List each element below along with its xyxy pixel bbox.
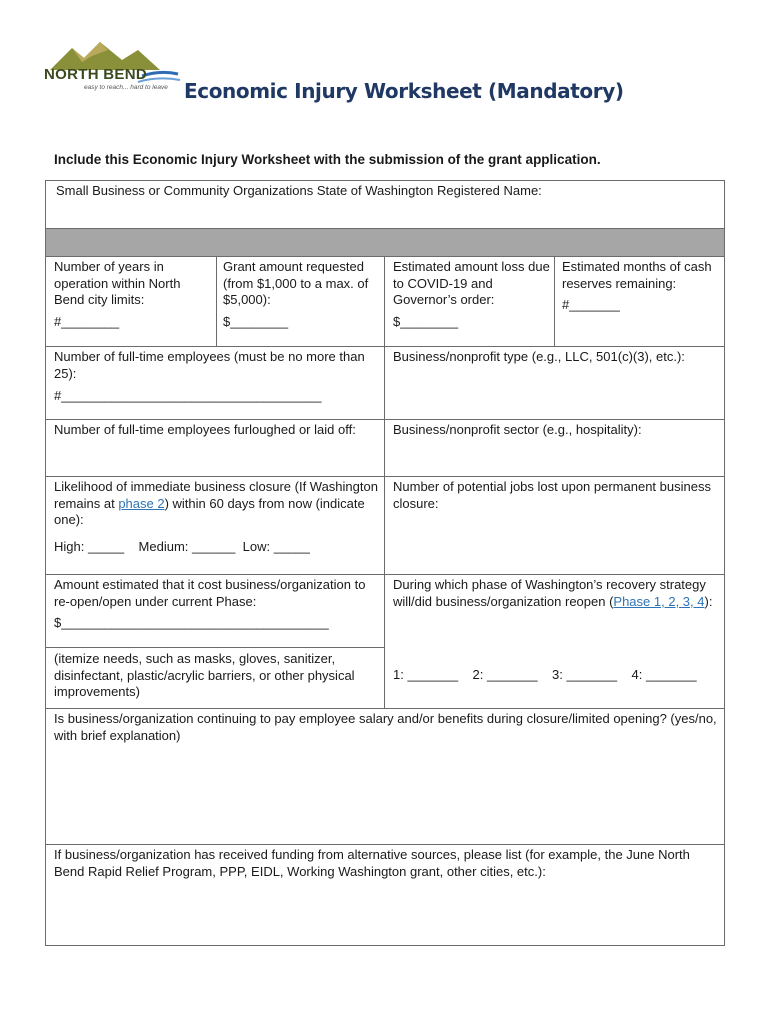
fte-label: Number of full-time employees (must be no more than 25): — [54, 349, 365, 381]
grant-label: Grant amount requested (from $1,000 to a max. of $5,000): — [223, 259, 369, 307]
reopen-phase-field[interactable] — [387, 577, 724, 610]
divider — [46, 228, 724, 229]
closure-likelihood-field[interactable] — [48, 479, 384, 555]
sector-label: Business/nonprofit sector (e.g., hospitality): — [393, 422, 642, 437]
loss-blank: $________ — [393, 313, 459, 329]
logo-name: NORTH BEND — [44, 66, 147, 83]
divider — [46, 574, 724, 575]
phase-list-link[interactable]: Phase 1, 2, 3, 4 — [613, 593, 705, 609]
business-type-label: Business/nonprofit type (e.g., LLC, 501(c)(3), etc.): — [393, 349, 685, 364]
registered-name-field[interactable] — [50, 183, 720, 200]
estimated-loss-field[interactable] — [387, 259, 557, 330]
registered-name-label: Small Business or Community Organizations State of Washington Registered Name: — [56, 183, 542, 198]
furloughed-field[interactable] — [48, 422, 384, 439]
fte-field[interactable] — [48, 349, 384, 405]
phase-2-link[interactable]: phase 2 — [118, 495, 165, 511]
loss-label: Estimated amount loss due to COVID-19 and Governor’s order: — [393, 259, 550, 307]
divider — [46, 476, 724, 477]
jobs-lost-label: Number of potential jobs lost upon permanent business closure: — [393, 479, 711, 511]
grant-amount-field[interactable] — [217, 259, 387, 330]
years-label: Number of years in operation within North Bend city limits: — [54, 259, 181, 307]
divider — [46, 647, 384, 648]
alt-funding-label: If business/organization has received funding from alternative sources, please list (for example, the June North Bend Rapid Relief Program, PPP, EIDL, Working Washington grant, other cities, etc.): — [54, 847, 690, 879]
furloughed-label: Number of full-time employees furloughed or laid off: — [54, 422, 356, 437]
business-type-field[interactable] — [387, 349, 724, 366]
alt-funding-field[interactable] — [48, 847, 724, 880]
reserves-blank: #_______ — [562, 297, 620, 312]
divider — [554, 256, 555, 346]
years-in-operation-field[interactable] — [48, 259, 218, 330]
divider — [384, 256, 385, 708]
intro-text: Include this Economic Injury Worksheet with the submission of the grant application. — [54, 152, 601, 167]
closure-label: Likelihood of immediate business closure (If Washington remains at phase 2) within 60 days from now (indicate one): — [54, 479, 378, 527]
north-bend-logo — [42, 40, 182, 96]
reopen-cost-field[interactable] — [48, 577, 384, 632]
cost-blank: $_____________________________________ — [54, 615, 329, 630]
divider — [46, 844, 724, 845]
divider — [46, 346, 724, 347]
cost-label: Amount estimated that it cost business/organization to re-open/open under current Phase: — [54, 577, 366, 609]
gray-band — [46, 229, 724, 256]
grant-blank: $________ — [223, 313, 289, 329]
phase-options-text: 1: _______ 2: _______ 3: _______ 4: _______ — [393, 667, 697, 682]
salary-continuation-field[interactable] — [48, 711, 724, 744]
phase-options[interactable] — [387, 667, 724, 684]
reserves-label: Estimated months of cash reserves remaining: — [562, 259, 712, 291]
cash-reserves-field[interactable] — [556, 259, 724, 314]
divider — [46, 708, 724, 709]
jobs-lost-field[interactable] — [387, 479, 724, 512]
logo-tagline: easy to reach... hard to leave — [84, 84, 168, 91]
itemize-note-text: (itemize needs, such as masks, gloves, sanitizer, disinfectant, plastic/acrylic barriers, or other physical improvements) — [54, 651, 355, 699]
divider — [216, 256, 217, 346]
business-sector-field[interactable] — [387, 422, 724, 439]
itemize-note — [48, 651, 384, 701]
years-blank: #________ — [54, 313, 120, 329]
worksheet-form — [45, 180, 725, 946]
divider — [46, 419, 724, 420]
fte-blank: #____________________________________ — [54, 388, 322, 403]
divider — [46, 256, 724, 257]
closure-choices: High: _____ Medium: ______ Low: _____ — [54, 538, 310, 554]
page-title: Economic Injury Worksheet (Mandatory) — [184, 79, 624, 103]
salary-label: Is business/organization continuing to pay employee salary and/or benefits during closure/limited opening? (yes/no, with brief explanation) — [54, 711, 717, 743]
phase-label: During which phase of Washington’s recovery strategy will/did business/organization reopen (Phase 1, 2, 3, 4): — [393, 577, 713, 609]
